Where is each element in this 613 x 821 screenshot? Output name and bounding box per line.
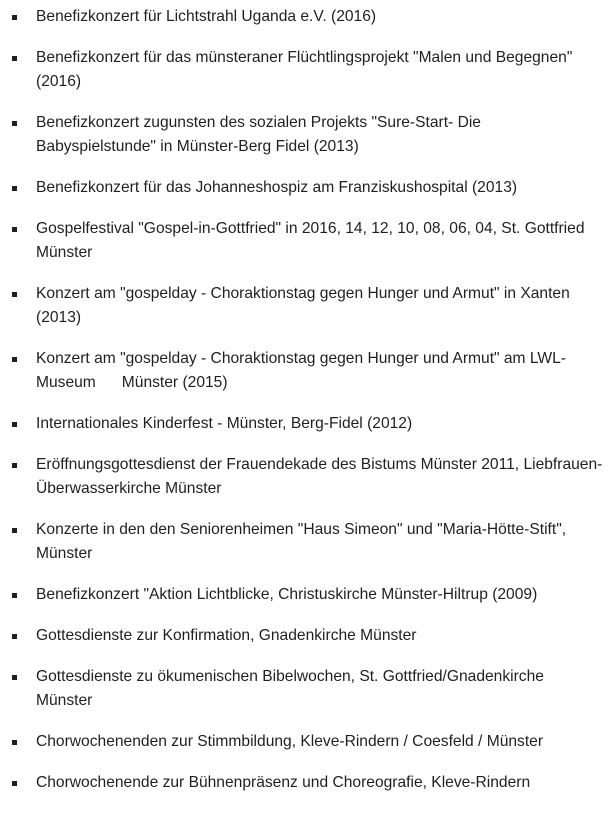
bullet-icon (12, 634, 17, 639)
list-item-text: Gottesdienste zur Konfirmation, Gnadenkirche Münster (36, 627, 417, 644)
list-item-text: Konzert am "gospelday - Choraktionstag gegen Hunger und Armut" am LWL- Museum Münster (2015) (36, 350, 571, 391)
bullet-icon (12, 781, 17, 786)
list-item-text: Benefizkonzert für das münsteraner Flüchtlingsprojekt "Malen und Begegnen" (2016) (36, 49, 573, 90)
bullet-icon (12, 121, 17, 126)
bullet-icon (12, 593, 17, 598)
bullet-icon (12, 463, 17, 468)
bullet-icon (12, 357, 17, 362)
list-item-text: Chorwochenende zur Bühnenpräsenz und Choreografie, Kleve-Rindern (36, 774, 531, 791)
list-item (0, 176, 613, 200)
bullet-icon (12, 227, 17, 232)
list-item-text: Benefizkonzert "Aktion Lichtblicke, Christuskirche Münster-Hiltrup (2009) (36, 586, 538, 603)
list-item-text: Gospelfestival "Gospel-in-Gottfried" in 2016, 14, 12, 10, 08, 06, 04, St. Gottfried Münster (36, 220, 585, 261)
list-item-text: Konzerte in den den Seniorenheimen "Haus Simeon" und "Maria-Hötte-Stift", Münster (36, 521, 567, 562)
list-item-text: Eröffnungsgottesdienst der Frauendekade des Bistums Münster 2011, Liebfrauen-Überwasserkirche Münster (36, 456, 603, 497)
list-item (0, 5, 613, 29)
list-item-text: Gottesdienste zu ökumenischen Bibelwochen, St. Gottfried/Gnadenkirche Münster (36, 668, 544, 709)
list-item (0, 518, 613, 566)
list-item (0, 347, 613, 395)
list-item (0, 46, 613, 94)
bullet-icon (12, 292, 17, 297)
bullet-icon (12, 422, 17, 427)
event-list (0, 5, 613, 812)
list-item-text: Internationales Kinderfest - Münster, Berg-Fidel (2012) (36, 415, 413, 432)
list-item-text: Chorwochenenden zur Stimmbildung, Kleve-Rindern / Coesfeld / Münster (36, 733, 544, 750)
list-item (0, 111, 613, 159)
list-item-text: Benefizkonzert zugunsten des sozialen Projekts "Sure-Start- Die Babyspielstunde" in Münster-Berg Fidel (2013) (36, 114, 481, 155)
bullet-icon (12, 56, 17, 61)
list-item (0, 730, 613, 754)
list-item (0, 771, 613, 795)
list-item (0, 282, 613, 330)
list-item (0, 583, 613, 607)
list-item (0, 665, 613, 713)
list-item (0, 624, 613, 648)
bullet-icon (12, 15, 17, 20)
list-item-text: Benefizkonzert für das Johanneshospiz am Franziskushospital (2013) (36, 179, 518, 196)
bullet-icon (12, 740, 17, 745)
list-item-text: Benefizkonzert für Lichtstrahl Uganda e.V. (2016) (36, 8, 377, 25)
bullet-icon (12, 186, 17, 191)
list-item (0, 412, 613, 436)
list-item-text: Konzert am "gospelday - Choraktionstag gegen Hunger und Armut" in Xanten (2013) (36, 285, 570, 326)
bullet-icon (12, 528, 17, 533)
bullet-icon (12, 675, 17, 680)
list-item (0, 453, 613, 501)
list-item (0, 217, 613, 265)
